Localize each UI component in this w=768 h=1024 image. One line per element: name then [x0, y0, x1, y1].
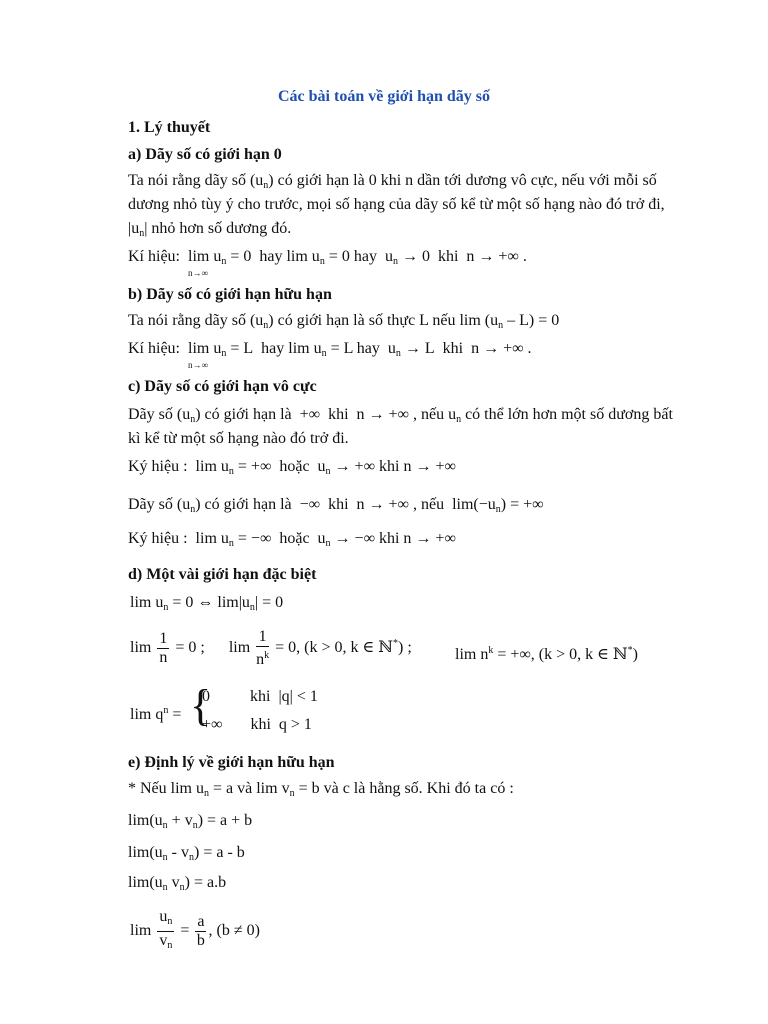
- piecewise-brace: {: [190, 681, 212, 730]
- rule-quotient: lim $\frac{u_n}{v_n}$ = $\frac{a}{b}$ , (b ≠ 0): [130, 908, 260, 951]
- section-heading-theory: 1. Lý thuyết: [128, 119, 211, 136]
- paragraph-c-line1: Dãy số $(u_n)$ có giới hạn là +∞ khi n → +∞ , nếu $u_n$ có thể lớn hơn một số dương bất: [128, 406, 673, 425]
- notation-a: Kí hiệu: lim n→∞ $u_n = 0$ hay $\lim u_n = 0$ hay $u_n \to 0$ khi n → +∞ .: [128, 248, 527, 278]
- paragraph-c-line2: kì kể từ một số hạng nào đó trở đi.: [128, 430, 349, 447]
- heading-c: c) Dãy số có giới hạn vô cực: [128, 378, 317, 395]
- heading-d: d) Một vài giới hạn đặc biệt: [128, 566, 317, 583]
- paragraph-b: Ta nói rằng dãy số $(u_n)$ có giới hạn là số thực L nếu $\lim (u_n - L) = 0$: [128, 312, 560, 331]
- heading-a: a) Dãy số có giới hạn 0: [128, 146, 282, 163]
- paragraph-a-line1: Ta nói rằng dãy số $(u_n)$ có giới hạn là 0 khi n dần tới dương vô cực, nếu với mỗi số: [128, 172, 657, 191]
- paragraph-c-line3: Dãy số $(u_n)$ có giới hạn là −∞ khi n → +∞ , nếu $\lim(-u_n)$ = +∞: [128, 496, 544, 515]
- paragraph-e: * Nếu $\lim u_n = a$ và $\lim v_n = b$ và c là hằng số. Khi đó ta có :: [128, 780, 514, 799]
- rule-sum: $\lim(u_n + v_n) = a + b$: [128, 812, 253, 831]
- formula-special-limits: lim $\frac{1}{n}$ = 0 ; lim $\frac{1}{n^k}$ = 0, (k > 0, k ∈ ℕ*) ;: [130, 628, 412, 668]
- notation-c1: Ký hiệu : $\lim u_n$ = +∞ hoặc $u_n$ → +∞ khi n → +∞: [128, 458, 456, 477]
- page-title: Các bài toán về giới hạn dãy số: [278, 88, 490, 105]
- rule-product: $\lim(u_n$ $v_n) = a.b$: [128, 874, 227, 893]
- piecewise-case1: 0 khi |q| < 1: [202, 688, 318, 705]
- formula-lim-zero-equivalence: $\lim u_n = 0$ ⇔ $\lim|u_n| = 0$: [130, 594, 284, 613]
- paragraph-a-line3: $|u_n|$ nhỏ hơn số dương đó.: [128, 220, 292, 239]
- notation-c2: Ký hiệu : $\lim u_n$ = −∞ hoặc $u_n$ → −∞ khi n → +∞: [128, 530, 456, 549]
- notation-b: Kí hiệu: lim n→∞ $u_n = L$ hay $\lim u_n = L$ hay $u_n \to L$ khi n → +∞ .: [128, 340, 532, 370]
- formula-lim-nk: $\lim n^k$ = +∞, (k > 0, k ∈ ℕ*): [455, 645, 638, 663]
- paragraph-a-line2: dương nhỏ tùy ý cho trước, mọi số hạng của dãy số kể từ một số hạng nào đó trở đi,: [128, 196, 665, 213]
- heading-b: b) Dãy số có giới hạn hữu hạn: [128, 286, 332, 303]
- heading-e: e) Định lý về giới hạn hữu hạn: [128, 754, 335, 771]
- rule-difference: $\lim(u_n - v_n) = a - b$: [128, 844, 245, 863]
- piecewise-case2: +∞ khi q > 1: [202, 716, 312, 733]
- formula-lim-qn: $\lim q^n$ =: [130, 705, 182, 723]
